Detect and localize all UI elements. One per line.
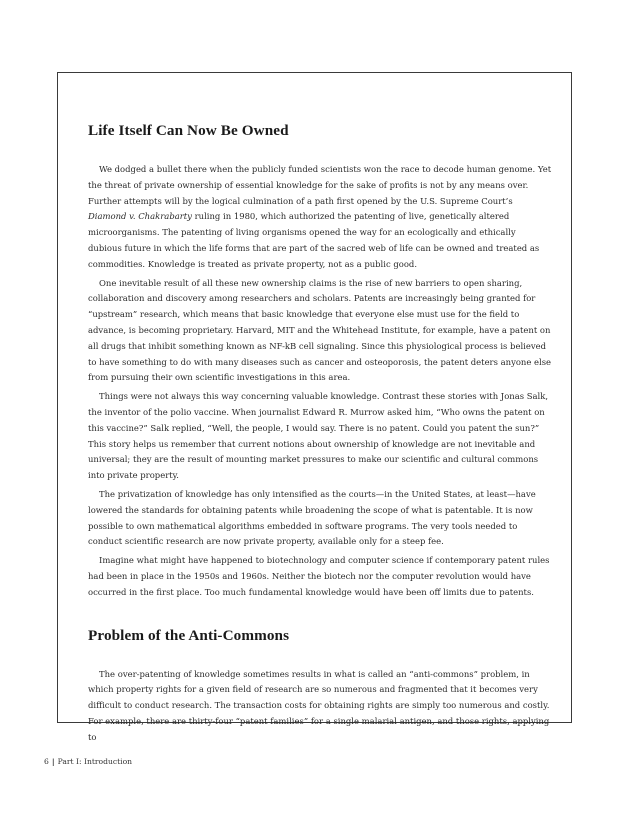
paragraph: The over-patenting of knowledge sometimes results in what is called an “anti-commons” problem, in which property rights for a given field of research are so numerous and fragmented that it becomes very difficult to conduct research. The transaction costs for obtaining rights are simply too numerous and costly. For example, there are thirty-four “patent families” for a single malarial antigen, and those rights, applying to <box>88 668 550 742</box>
page-number: 6 <box>44 757 49 766</box>
paragraph <box>88 162 552 273</box>
paragraph-text: We dodged a bullet there when the publicly funded scientists won the race to decode human genome. Yet the threat of private ownership of essential knowledge for the sake of profits is not by any means over. Further attempts will by the logical culmination of a path first opened by the U.S. Supreme Court’s <box>88 164 552 206</box>
paragraph: The privatization of knowledge has only intensified as the courts—in the United States, at least—have lowered the standards for obtaining patents while broadening the scope of what is patentable. It is now possible to own mathematical algorithms embedded in software programs. The very tools needed to conduct scientific research are now private property, available only for a steep fee. <box>88 488 536 547</box>
case-name: Diamond v. Chakrabarty <box>88 211 192 222</box>
paragraph-text: ruling in 1980, which authorized the patenting of live, genetically altered microorganisms. The patenting of living organisms opened the way for an ecologically and ethically dubious future in which the life forms that are part of the sacred web of life can be owned and treated as commodities. Knowledge is treated as private property, not as a public good. <box>88 211 540 269</box>
paragraph: Imagine what might have happened to biotechnology and computer science if contemporary patent rules had been in place in the 1950s and 1960s. Neither the biotech nor the computer revolution would have occurred in the first place. Too much fundamental knowledge would have been off limits due to patents. <box>88 555 550 597</box>
page-footer <box>44 757 132 766</box>
part-title: Part I: Introduction <box>57 757 133 766</box>
paragraph: One inevitable result of all these new ownership claims is the rise of new barriers to open sharing, collaboration and discovery among researchers and scholars. Patents are increasingly being granted for “upstream” research, which means that basic knowledge that everyone else must use for the field to advance, is becoming proprietary. Harvard, MIT and the Whitehead Institute, for example, have a patent on all drugs that inhibit something known as NF-kB cell signaling. Since this physiological process is believed to have something to do with many diseases such as cancer and osteoporosis, the patent deters anyone else from pursuing their own scientific investigations in this area. <box>88 277 552 383</box>
paragraph: Things were not always this way concerning valuable knowledge. Contrast these stories with Jonas Salk, the inventor of the polio vaccine. When journalist Edward R. Murrow asked him, “Who owns the patent on this vaccine?” Salk replied, “Well, the people, I would say. There is no patent. Could you patent the sun?” This story helps us remember that current notions about ownership of knowledge are not inevitable and universal; they are the result of mounting market pressures to make our scientific and cultural commons into private property. <box>88 391 549 481</box>
footer-separator: | <box>51 757 55 766</box>
section-heading-anti-commons: Problem of the Anti-Commons <box>88 626 290 644</box>
section-heading-life-owned: Life Itself Can Now Be Owned <box>88 122 289 139</box>
page-content <box>88 122 552 749</box>
